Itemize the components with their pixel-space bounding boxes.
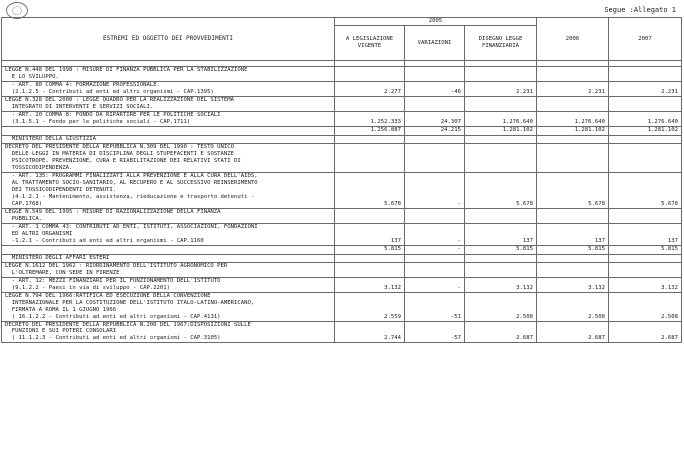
empty-cell xyxy=(465,254,537,262)
amount-disegno-legge: 3.132 xyxy=(465,277,537,292)
table-row xyxy=(2,223,682,245)
amount-disegno-legge: 137 xyxy=(465,223,537,245)
provision-description: LEGGE N.328 DEL 2000 : LEGGE QUADRO PER LA REALIZZAZIONE DEL SISTEMA INTEGRATO DI INTERVENTI E SERVIZI SOCIALI. xyxy=(2,96,335,111)
table-row xyxy=(2,208,682,223)
amount-legislazione-vigente: 1.252.333 xyxy=(335,111,405,126)
column-header-variazioni: VARIAZIONI xyxy=(405,26,465,61)
amount-2006: 1.281.102 xyxy=(537,126,609,135)
amount-2007 xyxy=(609,96,682,111)
amount-variazioni xyxy=(405,67,465,82)
amount-variazioni xyxy=(405,96,465,111)
table-row xyxy=(2,111,682,126)
amount-disegno-legge xyxy=(465,208,537,223)
column-header-legislazione-vigente: A LEGISLAZIONE VIGENTE xyxy=(335,26,405,61)
provision-description: LEGGE N.549 DEL 1995 : MISURE DI RAZIONALIZZAZIONE DELLA FINANZA PUBBLICA. xyxy=(2,208,335,223)
amount-2007: 5.815 xyxy=(609,245,682,254)
amount-2006: 5.815 xyxy=(537,245,609,254)
amount-variazioni: - xyxy=(405,277,465,292)
subtotal-label xyxy=(2,126,335,135)
column-header-2006: 2006 xyxy=(537,18,609,61)
amount-disegno-legge: 2.508 xyxy=(465,292,537,321)
empty-cell xyxy=(609,254,682,262)
amount-legislazione-vigente: 2.559 xyxy=(335,292,405,321)
amount-2007: 1.281.102 xyxy=(609,126,682,135)
amount-variazioni xyxy=(405,143,465,172)
amount-2006: 2.687 xyxy=(537,321,609,343)
amount-variazioni: -46 xyxy=(405,81,465,96)
column-header-2005: 2005 xyxy=(335,18,537,26)
amount-2007: 2.687 xyxy=(609,321,682,343)
continuation-header: Segue :Allegato 1 xyxy=(604,6,676,14)
amount-disegno-legge: 5.678 xyxy=(465,172,537,208)
table-row xyxy=(2,172,682,208)
table-row xyxy=(2,262,682,277)
table-row xyxy=(2,143,682,172)
amount-variazioni xyxy=(405,208,465,223)
amount-variazioni xyxy=(405,262,465,277)
empty-cell xyxy=(465,135,537,143)
subtotal-row xyxy=(2,126,682,135)
provision-description: DECRETO DEL PRESIDENTE DELLA REPUBBLICA N.309 DEL 1990 : TESTO UNICO DELLE LEGGI IN MATERIA DI DISCIPLINA DEGLI STUPEFACENTI E SOSTANZE PSICOTROPE, PREVENZIONE, CURA E RIABILITAZIONE DEI RELATIVI STATI DI TOSSICODIPENDENZA. xyxy=(2,143,335,172)
table-row xyxy=(2,81,682,96)
empty-cell xyxy=(537,254,609,262)
amount-2007: 3.132 xyxy=(609,277,682,292)
amount-legislazione-vigente: 1.256.887 xyxy=(335,126,405,135)
amount-2006: 5.678 xyxy=(537,172,609,208)
amount-2006 xyxy=(537,143,609,172)
amount-disegno-legge: 2.687 xyxy=(465,321,537,343)
amount-legislazione-vigente xyxy=(335,143,405,172)
amount-legislazione-vigente: 137 xyxy=(335,223,405,245)
table-row xyxy=(2,292,682,321)
amount-2007 xyxy=(609,208,682,223)
amount-2007: 1.276.640 xyxy=(609,111,682,126)
amount-disegno-legge xyxy=(465,262,537,277)
ministry-heading: MINISTERO DELLA GIUSTIZIA xyxy=(2,135,335,143)
column-header-2007: 2007 xyxy=(609,18,682,61)
amount-legislazione-vigente: 5.678 xyxy=(335,172,405,208)
column-header-disegno-legge: DISEGNO LEGGE FINANZIARIA xyxy=(465,26,537,61)
provision-description: LEGGE N.1612 DEL 1962 : RIORDINAMENTO DELL'ISTITUTO AGRONOMICO PER L'OLTREMARE, CON SEDE IN FIRENZE xyxy=(2,262,335,277)
amount-2007 xyxy=(609,67,682,82)
empty-cell xyxy=(405,135,465,143)
empty-cell xyxy=(335,254,405,262)
provision-description: LEGGE N.794 DEL 1966:RATIFICA ED ESECUZIONE DELLA CONVENZIONE INTERNAZIONALE PER LA COSTITUZIONE DELL'ISTITUTO ITALO-LATINO-AMERICANO, FIRMATA A ROMA IL 1 GIUGNO 1966 ( 16.1.2.2 - Contributi ad enti ed altri organismi - CAP.4131) xyxy=(2,292,335,321)
amount-2007: 5.678 xyxy=(609,172,682,208)
amount-2007 xyxy=(609,262,682,277)
amount-disegno-legge xyxy=(465,96,537,111)
provision-description: LEGGE N.448 DEL 1998 : MISURE DI FINANZA PUBBLICA PER LA STABILIZZAZIONE E LO SVILUPPO. xyxy=(2,67,335,82)
amount-2007: 137 xyxy=(609,223,682,245)
amount-disegno-legge xyxy=(465,143,537,172)
ministry-heading-row xyxy=(2,135,682,143)
amount-disegno-legge xyxy=(465,67,537,82)
amount-2007: 2.231 xyxy=(609,81,682,96)
ministry-heading-row xyxy=(2,254,682,262)
amount-variazioni: 24.215 xyxy=(405,126,465,135)
amount-2006: 2.231 xyxy=(537,81,609,96)
amount-disegno-legge: 2.231 xyxy=(465,81,537,96)
amount-legislazione-vigente: 2.744 xyxy=(335,321,405,343)
amount-legislazione-vigente xyxy=(335,67,405,82)
amount-2006 xyxy=(537,96,609,111)
ministry-heading: MINISTERO DEGLI AFFARI ESTERI xyxy=(2,254,335,262)
provision-description: - ART. 20 COMMA 8: FONDO DA RIPARTIRE PER LE POLITICHE SOCIALI (3.1.5.1 - Fondo per le politiche sociali - CAP.1711) xyxy=(2,111,335,126)
provision-description: DECRETO DEL PRESIDENTE DELLA REPUBBLICA N.200 DEL 1967:DISPOSIZIONI SULLE FUNZIONI E SUI POTERI CONSOLARI ( 11.1.2.3 - Contributi ad enti ed altri organismi - CAP.3105) xyxy=(2,321,335,343)
amount-2006: 1.276.640 xyxy=(537,111,609,126)
provision-description: - ART. 12: MEZZI FINANZIARI PER IL FUNZIONAMENTO DELL'ISTITUTO (9.1.2.2 - Paesi in via di sviluppo - CAP.2201) xyxy=(2,277,335,292)
amount-legislazione-vigente: 3.132 xyxy=(335,277,405,292)
amount-2006 xyxy=(537,67,609,82)
amount-variazioni: - xyxy=(405,223,465,245)
amount-legislazione-vigente: 2.277 xyxy=(335,81,405,96)
column-header-description: ESTREMI ED OGGETTO DEI PROVVEDIMENTI xyxy=(2,18,335,61)
table-row xyxy=(2,67,682,82)
amount-variazioni: 24.307 xyxy=(405,111,465,126)
subtotal-label xyxy=(2,245,335,254)
amount-disegno-legge: 5.815 xyxy=(465,245,537,254)
amount-2006: 2.508 xyxy=(537,292,609,321)
amount-variazioni: -51 xyxy=(405,292,465,321)
empty-cell xyxy=(335,135,405,143)
amount-2006: 3.132 xyxy=(537,277,609,292)
amount-legislazione-vigente xyxy=(335,262,405,277)
amount-2007: 2.508 xyxy=(609,292,682,321)
table-row xyxy=(2,321,682,343)
table-row xyxy=(2,96,682,111)
amount-2006 xyxy=(537,208,609,223)
amount-variazioni: - xyxy=(405,172,465,208)
provision-description: - ART. 1 COMMA 43: CONTRIBUTI AD ENTI, ISTITUTI, ASSOCIAZIONI, FONDAZIONI ED ALTRI ORGANISMI -1.2.1 - Contributi ad enti ed altri organismi - CAP.1160 xyxy=(2,223,335,245)
amount-disegno-legge: 1.276.640 xyxy=(465,111,537,126)
amount-2006 xyxy=(537,262,609,277)
table-body xyxy=(2,61,682,343)
table-row xyxy=(2,277,682,292)
empty-cell xyxy=(405,254,465,262)
amount-legislazione-vigente xyxy=(335,208,405,223)
amount-legislazione-vigente xyxy=(335,96,405,111)
subtotal-row xyxy=(2,245,682,254)
empty-cell xyxy=(537,135,609,143)
amount-2007 xyxy=(609,143,682,172)
amount-variazioni: -57 xyxy=(405,321,465,343)
amount-disegno-legge: 1.281.102 xyxy=(465,126,537,135)
amount-variazioni: - xyxy=(405,245,465,254)
provision-description: - ART. 135: PROGRAMMI FINALIZZATI ALLA PREVENZIONE E ALLA CURA DELL'AIDS, AL TRATTAMENTO SOCIO-SANITARIO, AL RECUPERO E AL SUCCESSIVO REINSERIMENTO DEI TOSSICODIPENDENTI DETENUTI. (4.1.2.1 - Mantenimento, assistenza, rieducazione e trasporto detenuti - CAP.1768) xyxy=(2,172,335,208)
empty-cell xyxy=(609,135,682,143)
budget-table xyxy=(1,17,682,343)
amount-legislazione-vigente: 5.815 xyxy=(335,245,405,254)
provision-description: - ART. 80 COMMA 4: FORMAZIONE PROFESSIONALE. (2.1.2.5 - Contributi ad enti ed altri organismi - CAP.1395) xyxy=(2,81,335,96)
amount-2006: 137 xyxy=(537,223,609,245)
